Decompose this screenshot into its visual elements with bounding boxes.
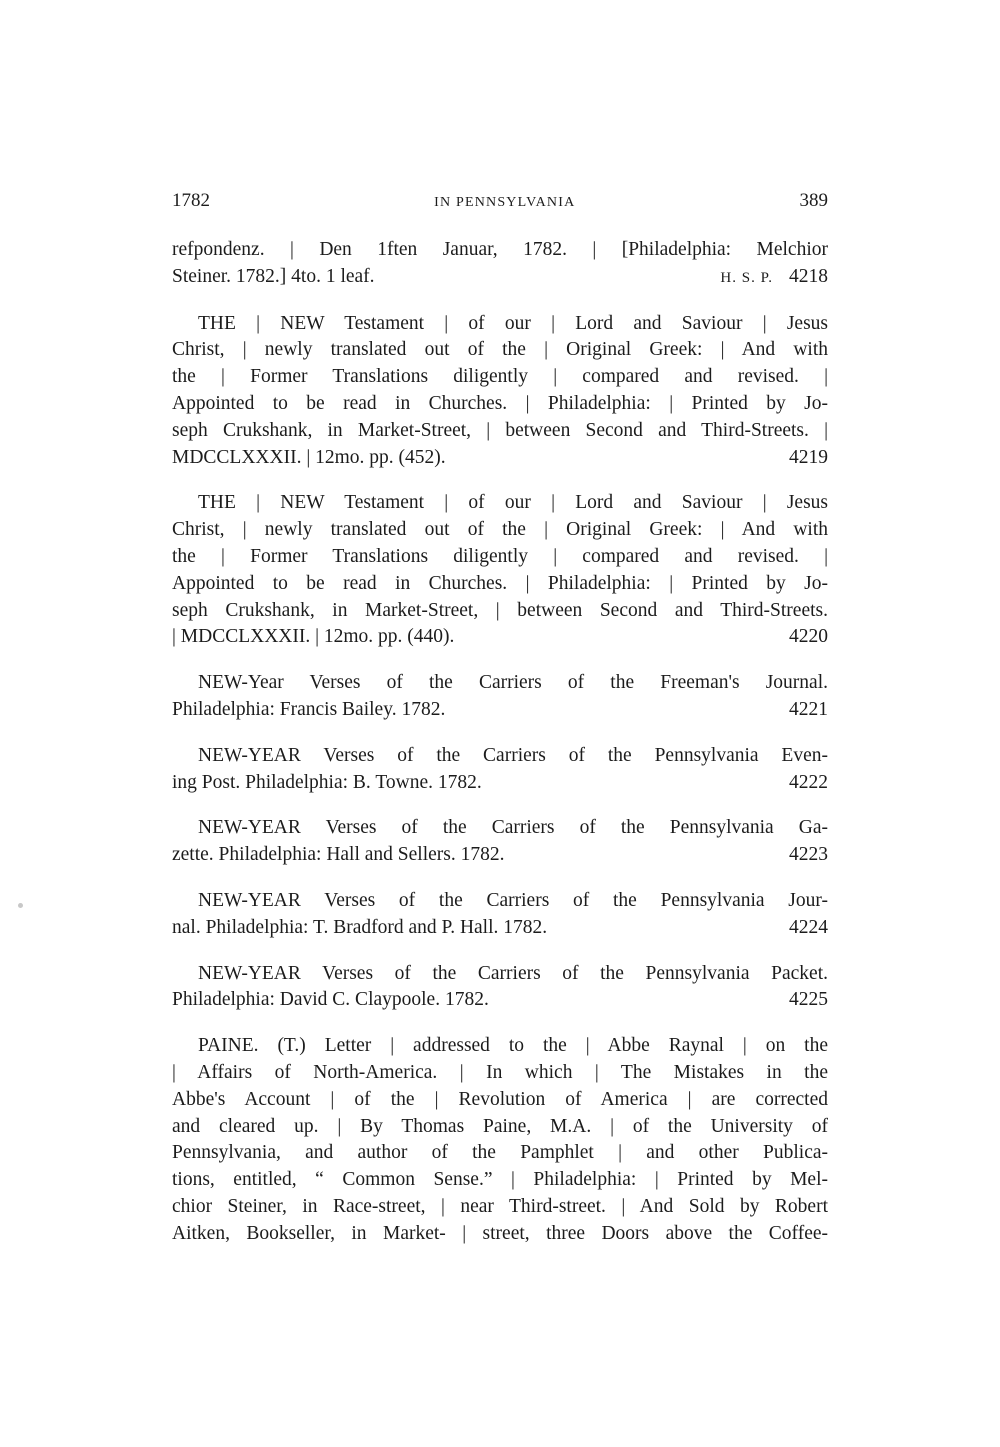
entry-line: NEW-YEAR Verses of the Carriers of the Pennsylvania Even-	[198, 744, 828, 766]
entry-line-last	[172, 445, 828, 472]
entry-line: Philadelphia: Francis Bailey. 1782.	[172, 698, 446, 720]
header-year: 1782	[172, 190, 210, 211]
entry-holding	[720, 264, 828, 292]
entry-line-last	[172, 915, 828, 942]
entry-line: zette. Philadelphia: Hall and Sellers. 1782.	[172, 844, 505, 866]
entry-line: Christ, | newly translated out of the | Original Greek: | And with	[172, 519, 828, 541]
entry-line: Philadelphia: David C. Claypoole. 1782.	[172, 989, 489, 1011]
entry-line-last	[172, 770, 828, 797]
page-header	[172, 190, 828, 220]
entry-line: THE | NEW Testament | of our | Lord and Saviour | Jesus	[198, 492, 828, 514]
entry-line: | MDCCLXXXII. | 12mo. pp. (440).	[172, 626, 455, 648]
entry-line: seph Crukshank, in Market-Street, | between Second and Third-Streets.	[172, 599, 828, 621]
entry-line: Appointed to be read in Churches. | Philadelphia: | Printed by Jo-	[172, 392, 828, 414]
entry-line-last	[172, 697, 828, 724]
entry-line: ing Post. Philadelphia: B. Towne. 1782.	[172, 771, 482, 793]
entry-number: 4223	[789, 844, 828, 866]
bibliography-body	[172, 237, 828, 1267]
entry-line: Appointed to be read in Churches. | Philadelphia: | Printed by Jo-	[172, 572, 828, 594]
entry-line-last	[172, 987, 828, 1014]
entry-line: Pennsylvania, and author of the Pamphlet | and other Publica-	[172, 1142, 828, 1164]
entry-line: THE | NEW Testament | of our | Lord and Saviour | Jesus	[198, 312, 828, 334]
entry-4223	[172, 815, 828, 869]
entry-4224	[172, 888, 828, 942]
entry-line: NEW-Year Verses of the Carriers of the Freeman's Journal.	[198, 672, 828, 694]
entry-line: Aitken, Bookseller, in Market- | street, three Doors above the Coffee-	[172, 1222, 828, 1244]
entry-4221	[172, 670, 828, 724]
entry-4218	[172, 237, 828, 292]
entry-line-last	[172, 264, 828, 292]
entry-number: 4219	[789, 446, 828, 468]
entry-line: Steiner. 1782.] 4to. 1 leaf.	[172, 265, 375, 287]
entry-number: 4224	[789, 916, 828, 938]
entry-line: seph Crukshank, in Market-Street, | between Second and Third-Streets. |	[172, 419, 828, 441]
entry-line: refpondenz. | Den 1ften Januar, 1782. | [Philadelphia: Melchior	[172, 239, 828, 260]
entry-line: NEW-YEAR Verses of the Carriers of the Pennsylvania Jour-	[198, 889, 828, 911]
entry-paine	[172, 1033, 828, 1247]
entry-line: NEW-YEAR Verses of the Carriers of the Pennsylvania Packet.	[198, 962, 828, 984]
entry-4225	[172, 961, 828, 1015]
entry-line: chior Steiner, in Race-street, | near Third-street. | And Sold by Robert	[172, 1195, 828, 1217]
entry-4220	[172, 490, 828, 651]
entry-number: 4218	[789, 265, 828, 287]
entry-line: Christ, | newly translated out of the | Original Greek: | And with	[172, 339, 828, 361]
entry-line: nal. Philadelphia: T. Bradford and P. Hall. 1782.	[172, 916, 548, 938]
entry-line: Abbe's Account | of the | Revolution of America | are corrected	[172, 1088, 828, 1110]
holding-library: H. S. P.	[720, 269, 773, 286]
running-title: IN PENNSYLVANIA	[434, 195, 576, 210]
entry-line: the | Former Translations diligently | compared and revised. |	[172, 545, 828, 567]
entry-4219	[172, 311, 828, 472]
entry-number: 4221	[789, 698, 828, 720]
entry-4222	[172, 743, 828, 797]
entry-line: | Affairs of North-America. | In which | The Mistakes in the	[172, 1061, 828, 1083]
entry-number: 4225	[789, 989, 828, 1011]
entry-line: the | Former Translations diligently | compared and revised. |	[172, 366, 828, 388]
entry-line: PAINE. (T.) Letter | addressed to the | Abbe Raynal | on the	[198, 1035, 828, 1057]
entry-line: MDCCLXXXII. | 12mo. pp. (452).	[172, 446, 446, 468]
entry-line: and cleared up. | By Thomas Paine, M.A. | of the University of	[172, 1115, 828, 1137]
entry-number: 4222	[789, 771, 828, 793]
entry-line: tions, entitled, “ Common Sense.” | Philadelphia: | Printed by Mel-	[172, 1169, 828, 1191]
page-number: 389	[799, 190, 828, 211]
entry-line-last	[172, 842, 828, 869]
paper-speck	[18, 903, 23, 908]
entry-line: NEW-YEAR Verses of the Carriers of the Pennsylvania Ga-	[198, 817, 828, 839]
entry-number: 4220	[789, 626, 828, 648]
entry-line-last	[172, 624, 828, 651]
